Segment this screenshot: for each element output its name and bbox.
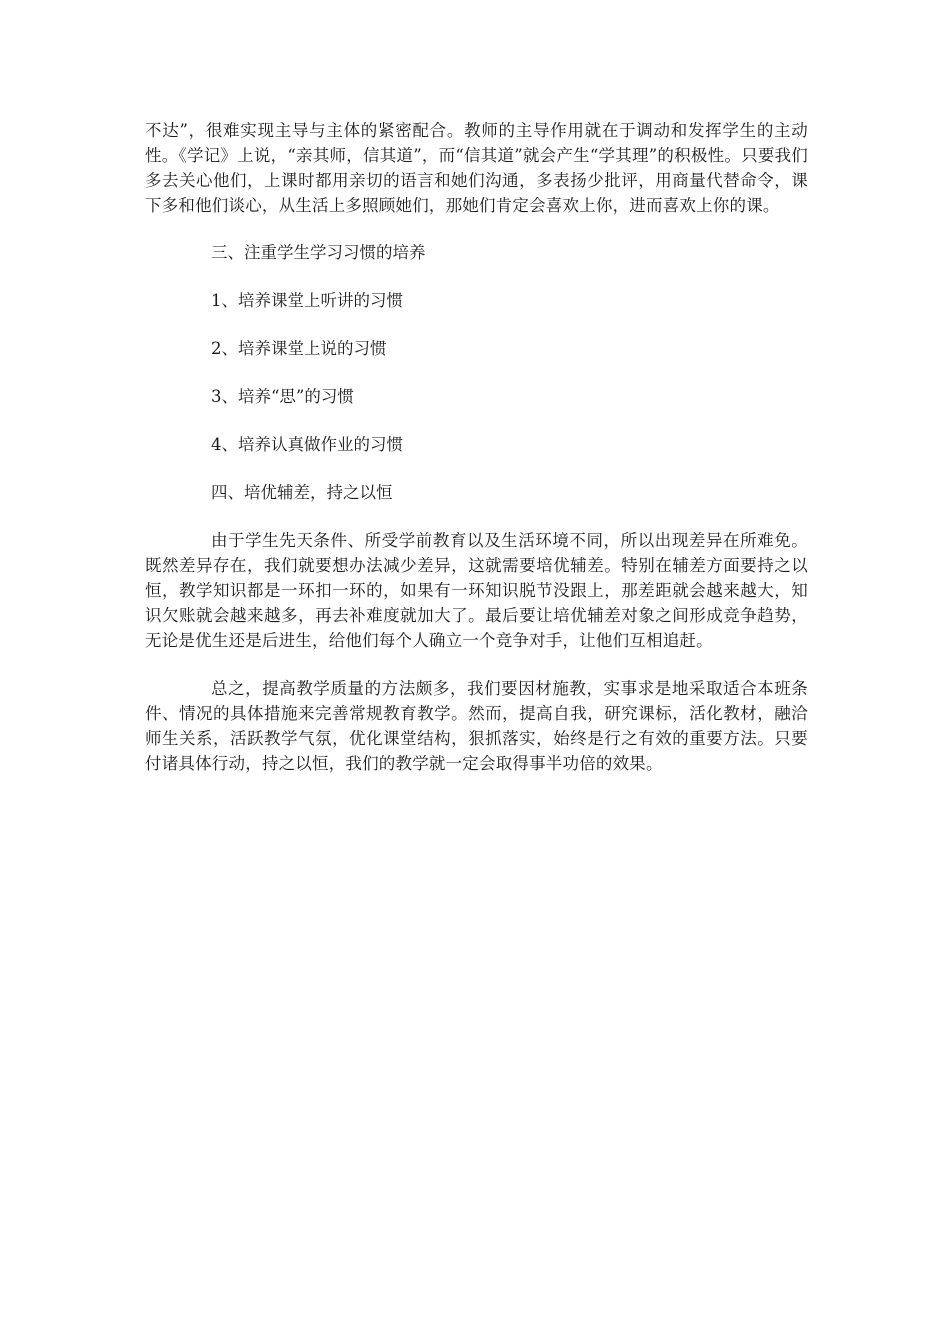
paragraph-continuation: 不达”，很难实现主导与主体的紧密配合。教师的主导作用就在于调动和发挥学生的主动性。《学记》上说，“亲其师，信其道”，而“信其道”就会产生“学其理”的积极性。只要我们多去关心他们，上课时都用亲切的语言和她们沟通，多表扬少批评，用商量代替命令，课下多和他们谈心，从生活上多照顾她们，那她们肯定会喜欢上你，进而喜欢上你的课。 (145, 121, 808, 215)
paragraph-differences: 由于学生先天条件、所受学前教育以及生活环境不同，所以出现差异在所难免。既然差异存在，我们就要想办法减少差异，这就需要培优辅差。特别在辅差方面要持之以恒，教学知识都是一环扣一环的，如果有一环知识脱节没跟上，那差距就会越来越大，知识欠账就会越来越多，再去补难度就加大了。最后要让培优辅差对象之间形成竞争趋势，无论是优生还是后进生，给他们每个人确立一个竞争对手，让他们互相追赶。 (145, 531, 808, 650)
section-heading-four: 四、培优辅差，持之以恒 (211, 483, 393, 502)
document-body (145, 118, 808, 776)
list-item-2: 2、培养课堂上说的习惯 (211, 339, 387, 358)
list-item-3: 3、培养“思”的习惯 (211, 387, 354, 406)
list-item-4: 4、培养认真做作业的习惯 (211, 435, 403, 454)
list-item-1: 1、培养课堂上听讲的习惯 (211, 291, 403, 310)
paragraph-conclusion: 总之，提高教学质量的方法颇多，我们要因材施教，实事求是地采取适合本班条件、情况的具体措施来完善常规教育教学。然而，提高自我，研究课标，活化教材，融洽师生关系，活跃教学气氛，优化课堂结构，狠抓落实，始终是行之有效的重要方法。只要付诸具体行动，持之以恒，我们的教学就一定会取得事半功倍的效果。 (145, 679, 808, 773)
section-heading-three: 三、注重学生学习习惯的培养 (211, 243, 426, 262)
